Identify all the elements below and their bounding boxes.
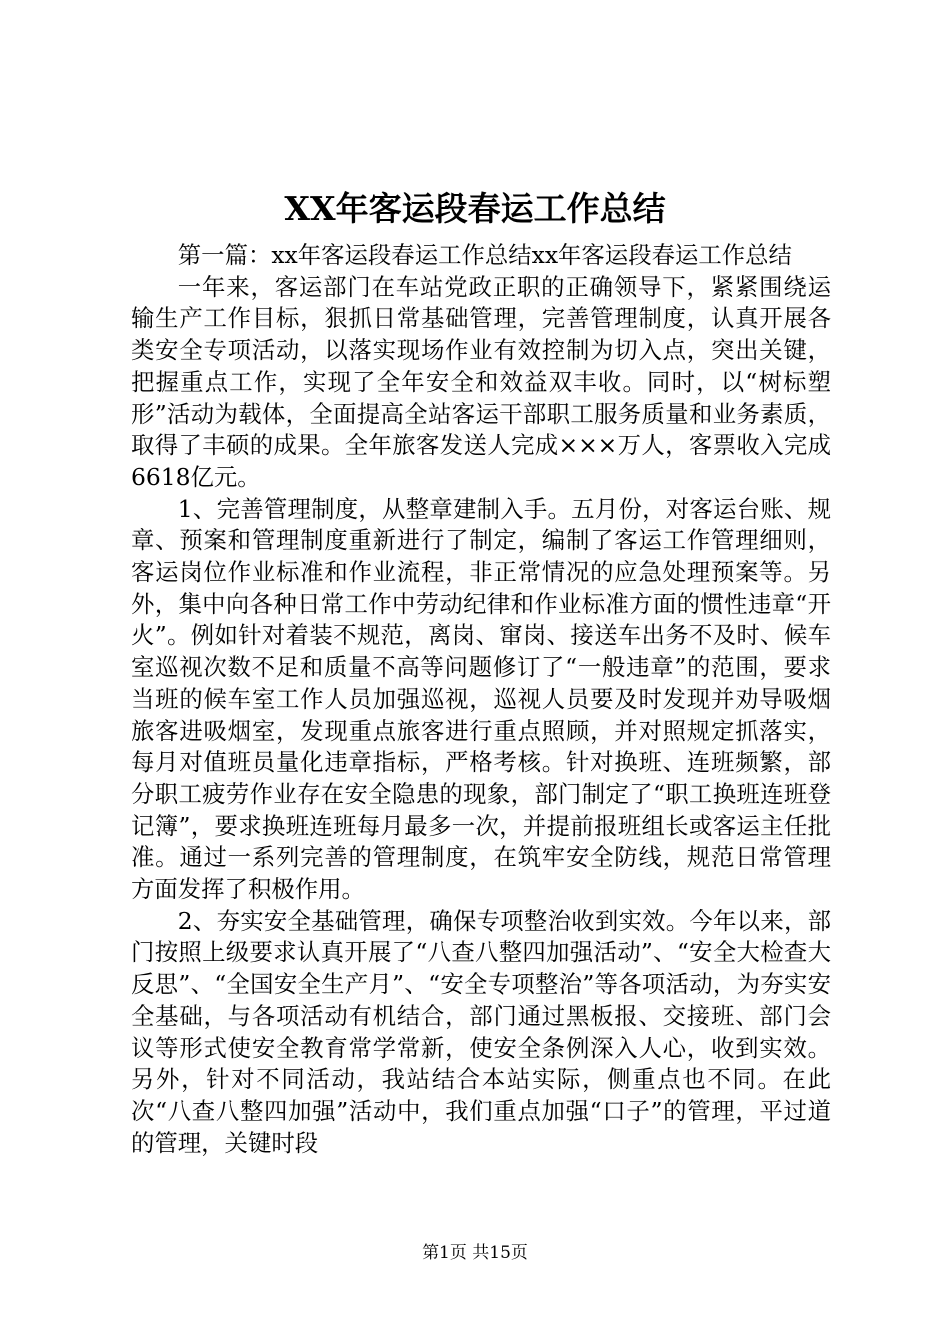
paragraph-heading: 第一篇：xx年客运段春运工作总结xx年客运段春运工作总结 bbox=[177, 241, 792, 269]
paragraph-intro: 一年来，客运部门在车站党政正职的正确领导下，紧紧围绕运输生产工作目标，狠抓日常基础管理，完善管理制度，认真开展各类安全专项活动，以落实现场作业有效控制为切入点，突出关键，把握重点工作，实现了全年安全和效益双丰收。同时，以“树标塑形”活动为载体，全面提高全站客运干部职工服务质量和业务素质，取得了丰硕的成果。全年旅客发送人完成×××万人，客票收入完成6618亿元。 bbox=[131, 272, 831, 491]
paragraph-section-1: 1、完善管理制度，从整章建制入手。五月份，对客运台账、规章、预案和管理制度重新进行了制定，编制了客运工作管理细则，客运岗位作业标准和作业流程，非正常情况的应急处理预案等。另外，集中向各种日常工作中劳动纪律和作业标准方面的惯性违章“开火”。例如针对着装不规范，离岗、窜岗、接送车出务不及时、候车室巡视次数不足和质量不高等问题修订了“一般违章”的范围，要求当班的候车室工作人员加强巡视，巡视人员要及时发现并劝导吸烟旅客进吸烟室，发现重点旅客进行重点照顾，并对照规定抓落实，每月对值班员量化违章指标，严格考核。针对换班、连班频繁，部分职工疲劳作业存在安全隐患的现象，部门制定了“职工换班连班登记簿”，要求换班连班每月最多一次，并提前报班组长或客运主任批准。通过一系列完善的管理制度，在筑牢安全防线，规范日常管理方面发挥了积极作用。 bbox=[131, 494, 831, 904]
paragraph-section-2: 2、夯实安全基础管理，确保专项整治收到实效。今年以来，部门按照上级要求认真开展了“八查八整四加强活动”、“安全大检查大反思”、“全国安全生产月”、“安全专项整治”等各项活动，为夯实安全基础，与各项活动有机结合，部门通过黑板报、交接班、部门会议等形式使安全教育常学常新，使安全条例深入人心，收到实效。另外，针对不同活动，我站结合本站实际，侧重点也不同。在此次“八查八整四加强”活动中，我们重点加强“口子”的管理，平过道的管理，关键时段 bbox=[131, 906, 831, 1157]
document-title: XX年客运段春运工作总结 bbox=[284, 189, 666, 228]
document-body bbox=[131, 240, 831, 1159]
page-footer: 第1页 共15页 bbox=[422, 1243, 528, 1263]
